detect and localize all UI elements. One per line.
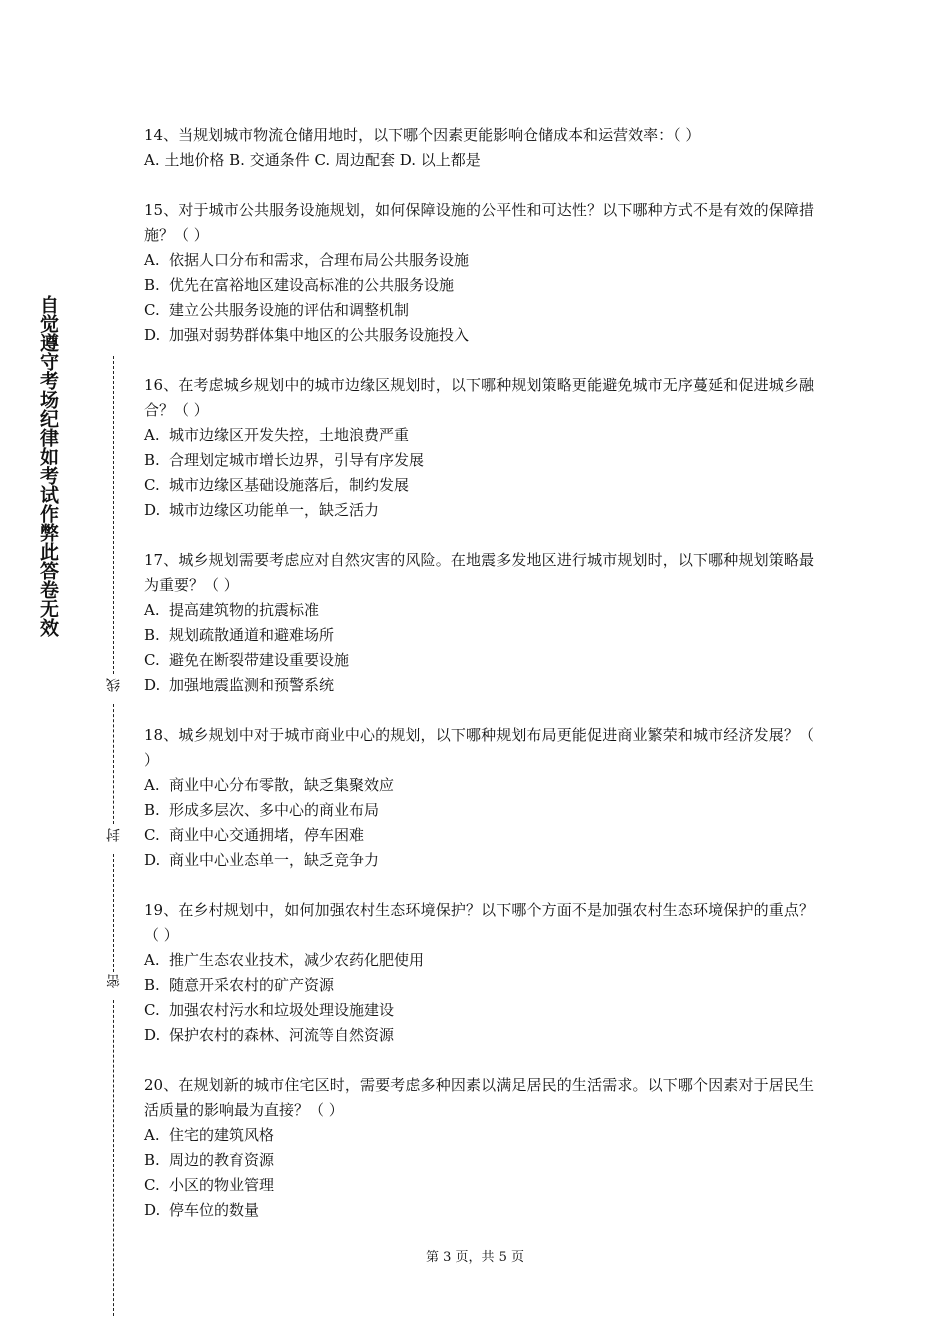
option-text: 商业中心分布零散，缺乏集聚效应 (169, 776, 395, 794)
question-inline-options: A. 土地价格 B. 交通条件 C. 周边配套 D. 以上都是 (144, 151, 481, 169)
question-16 (144, 373, 814, 523)
option-text: 依据人口分布和需求，合理布局公共服务设施 (169, 251, 470, 269)
option-text: 优先在富裕地区建设高标准的公共服务设施 (169, 276, 455, 294)
option-a (144, 1123, 814, 1148)
option-text: 避免在断裂带建设重要设施 (169, 651, 350, 669)
option-text: 住宅的建筑风格 (169, 1126, 275, 1144)
option-a (144, 598, 814, 623)
option-letter: C. (144, 1001, 160, 1019)
option-letter: B. (144, 451, 160, 469)
option-c (144, 1173, 814, 1198)
question-19 (144, 898, 814, 1048)
question-list (144, 123, 814, 1248)
option-text: 周边的教育资源 (169, 1151, 275, 1169)
option-d (144, 1023, 814, 1048)
question-stem: 15、对于城市公共服务设施规划，如何保障设施的公平性和可达性？以下哪种方式不是有效的保障措施？（ ） (144, 201, 814, 244)
option-text: 商业中心交通拥堵，停车困难 (169, 826, 365, 844)
option-letter: C. (144, 651, 160, 669)
option-d (144, 848, 814, 873)
option-letter: D. (144, 326, 161, 344)
question-stem: 20、在规划新的城市住宅区时，需要考虑多种因素以满足居民的生活需求。以下哪个因素对于居民生活质量的影响最为直接？（ ） (144, 1076, 814, 1119)
binding-dashed-line (113, 356, 114, 674)
option-c (144, 473, 814, 498)
option-letter: A. (144, 426, 160, 444)
option-text: 小区的物业管理 (169, 1176, 275, 1194)
option-letter: A. (144, 1126, 160, 1144)
option-letter: C. (144, 1176, 160, 1194)
option-letter: A. (144, 951, 160, 969)
option-text: 建立公共服务设施的评估和调整机制 (169, 301, 410, 319)
option-text: 形成多层次、多中心的商业布局 (169, 801, 380, 819)
binding-char-line: 线 (106, 678, 122, 692)
option-text: 城市边缘区开发失控，土地浪费严重 (169, 426, 410, 444)
option-letter: C. (144, 476, 160, 494)
option-text: 停车位的数量 (169, 1201, 260, 1219)
option-letter: C. (144, 826, 160, 844)
option-letter: B. (144, 626, 160, 644)
option-a (144, 948, 814, 973)
option-a (144, 248, 814, 273)
option-text: 加强对弱势群体集中地区的公共服务设施投入 (169, 326, 470, 344)
question-17 (144, 548, 814, 698)
option-text: 加强农村污水和垃圾处理设施建设 (169, 1001, 395, 1019)
option-text: 推广生态农业技术，减少农药化肥使用 (169, 951, 425, 969)
binding-char-seal: 封 (106, 828, 122, 842)
option-letter: B. (144, 276, 160, 294)
option-letter: B. (144, 801, 160, 819)
binding-char-secret: 密 (106, 974, 122, 988)
option-b (144, 623, 814, 648)
option-b (144, 973, 814, 998)
question-20 (144, 1073, 814, 1223)
question-18 (144, 723, 814, 873)
option-b (144, 798, 814, 823)
option-c (144, 298, 814, 323)
option-b (144, 273, 814, 298)
option-letter: D. (144, 501, 161, 519)
exam-discipline-notice: 自觉遵守考场纪律如考试作弊此答卷无效 (37, 295, 59, 637)
question-stem: 16、在考虑城乡规划中的城市边缘区规划时，以下哪种规划策略更能避免城市无序蔓延和促进城乡融合？（ ） (144, 376, 814, 419)
option-b (144, 1148, 814, 1173)
option-text: 保护农村的森林、河流等自然资源 (169, 1026, 395, 1044)
question-14 (144, 123, 814, 173)
binding-dashed-line (113, 704, 114, 824)
option-letter: A. (144, 776, 160, 794)
question-stem: 18、城乡规划中对于城市商业中心的规划，以下哪种规划布局更能促进商业繁荣和城市经济发展？（ ） (144, 726, 814, 769)
page-number: 第 3 页，共 5 页 (425, 1250, 525, 1265)
option-a (144, 773, 814, 798)
binding-dashed-line (113, 854, 114, 972)
option-d (144, 498, 814, 523)
option-c (144, 823, 814, 848)
option-letter: C. (144, 301, 160, 319)
question-stem: 14、当规划城市物流仓储用地时，以下哪个因素更能影响仓储成本和运营效率：（ ） (144, 126, 701, 144)
question-15 (144, 198, 814, 348)
option-c (144, 648, 814, 673)
option-b (144, 448, 814, 473)
option-letter: D. (144, 1201, 161, 1219)
option-text: 规划疏散通道和避难场所 (169, 626, 335, 644)
binding-dashed-line (113, 1000, 114, 1316)
option-d (144, 323, 814, 348)
question-stem: 19、在乡村规划中，如何加强农村生态环境保护？以下哪个方面不是加强农村生态环境保护的重点？（ ） (144, 901, 814, 944)
option-letter: B. (144, 976, 160, 994)
option-text: 城市边缘区基础设施落后，制约发展 (169, 476, 410, 494)
question-stem: 17、城乡规划需要考虑应对自然灾害的风险。在地震多发地区进行城市规划时，以下哪种规划策略最为重要？（ ） (144, 551, 814, 594)
option-letter: D. (144, 676, 161, 694)
option-d (144, 673, 814, 698)
option-text: 加强地震监测和预警系统 (169, 676, 335, 694)
option-text: 合理划定城市增长边界，引导有序发展 (169, 451, 425, 469)
option-text: 提高建筑物的抗震标准 (169, 601, 320, 619)
option-letter: D. (144, 1026, 161, 1044)
option-letter: D. (144, 851, 161, 869)
option-d (144, 1198, 814, 1223)
option-a (144, 423, 814, 448)
option-c (144, 998, 814, 1023)
option-letter: B. (144, 1151, 160, 1169)
option-text: 商业中心业态单一，缺乏竞争力 (169, 851, 380, 869)
option-text: 随意开采农村的矿产资源 (169, 976, 335, 994)
option-letter: A. (144, 251, 160, 269)
option-letter: A. (144, 601, 160, 619)
option-text: 城市边缘区功能单一，缺乏活力 (169, 501, 380, 519)
